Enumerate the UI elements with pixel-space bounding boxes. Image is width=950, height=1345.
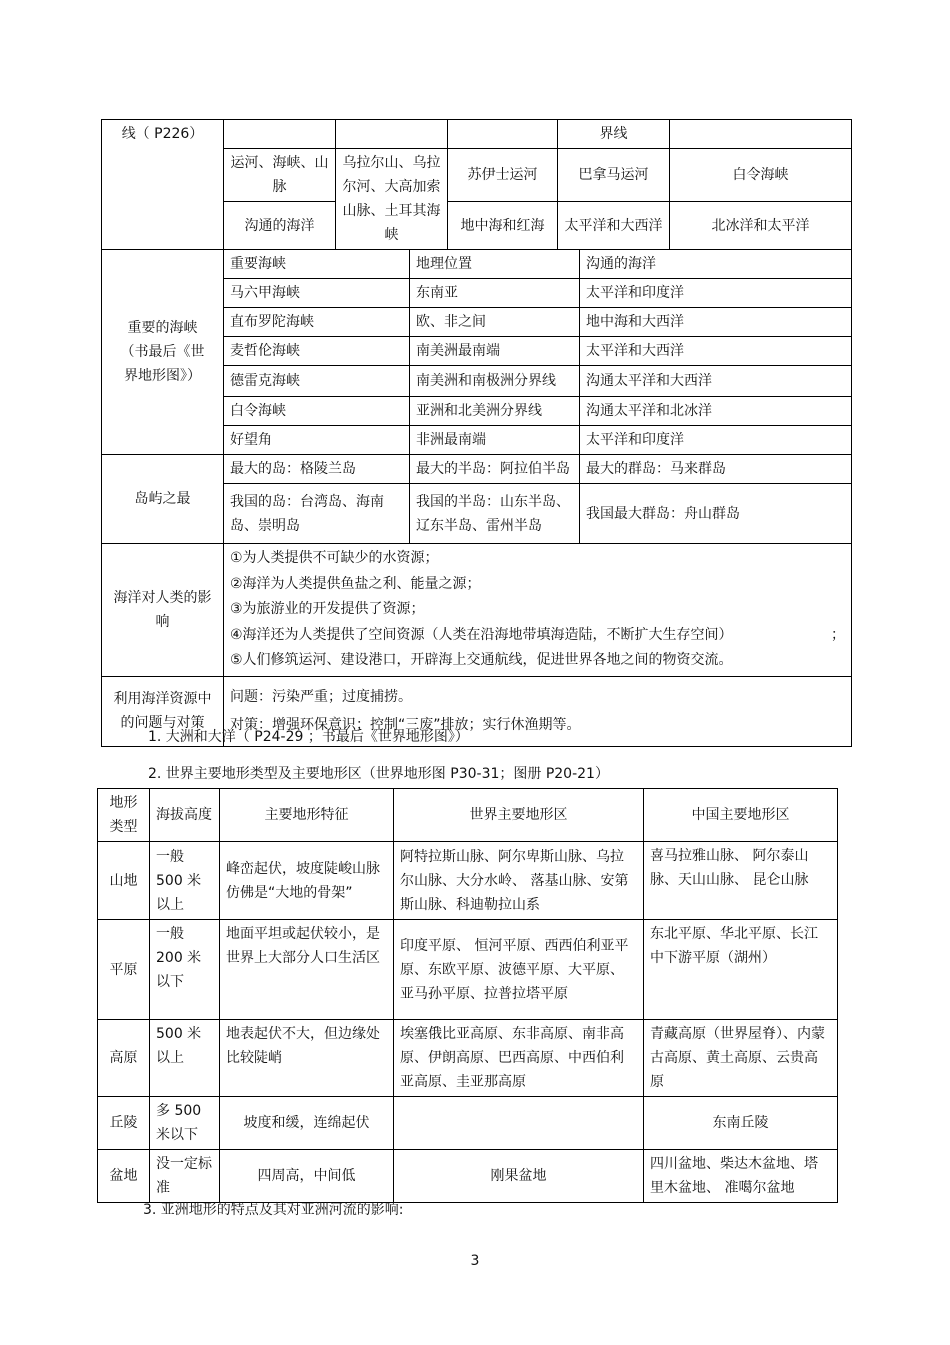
table-cell: 马六甲海峡 — [224, 279, 410, 308]
table-cell: 高原 — [98, 1020, 150, 1097]
table-cell: 阿特拉斯山脉、阿尔卑斯山脉、乌拉尔山脉、大分水岭、 落基山脉、安第斯山脉、科迪勒拉山系 — [394, 842, 644, 920]
impact-item: ③为旅游业的开发提供了资源； — [230, 601, 425, 617]
impact-item-row — [230, 623, 845, 649]
table-cell: 没一定标准 — [150, 1150, 220, 1203]
table-cell: 四川盆地、柴达木盆地、塔里木盆地、 准噶尔盆地 — [644, 1150, 838, 1203]
table-cell: 德雷克海峡 — [224, 366, 410, 397]
row-label-canal: 运河、海峡、山脉 — [224, 149, 336, 202]
table-cell — [336, 120, 448, 149]
problem-text: 问题：污染严重；过度捕捞。 — [230, 689, 412, 705]
table-cell: 地表起伏不大，但边缘处比较陡峭 — [220, 1020, 394, 1097]
table-cell: 一般 200 米以下 — [150, 920, 220, 1020]
table-cell: 太平洋和印度洋 — [580, 279, 852, 308]
table-cell: 山地 — [98, 842, 150, 920]
table-cell: 四周高，中间低 — [220, 1150, 394, 1203]
column-header: 沟通的海洋 — [580, 250, 852, 279]
table-cell: 我国的半岛：山东半岛、辽东半岛、雷州半岛 — [410, 484, 580, 544]
column-header: 主要地形特征 — [220, 789, 394, 842]
straits-title: 重要的海峡（书最后《世界地形图》） — [102, 250, 224, 455]
table-cell: 非洲最南端 — [410, 426, 580, 455]
impact-item: ⑤人们修筑运河、建设港口，开辟海上交通航线，促进世界各地之间的物资交流。 — [230, 652, 733, 668]
measure-text: 对策：增强环保意识；控制“三废”排放；实行休渔期等。 — [230, 717, 581, 733]
table-cell: 青藏高原（世界屋脊）、内蒙古高原、黄土高原、云贵高原 — [644, 1020, 838, 1097]
table-cell: 盆地 — [98, 1150, 150, 1203]
table-cell — [448, 120, 558, 149]
table-cell: 一般 500 米以上 — [150, 842, 220, 920]
table-cell: 地中海和大西洋 — [580, 308, 852, 337]
table-cell — [394, 1097, 644, 1150]
table-cell: 印度平原、 恒河平原、西西伯利亚平原、东欧平原、波德平原、大平原、亚马孙平原、拉普拉塔平原 — [394, 920, 644, 1020]
column-header: 世界主要地形区 — [394, 789, 644, 842]
table-cell: 白令海峡 — [224, 397, 410, 426]
mountain-cell: 乌拉尔山、乌拉尔河、大高加索山脉、土耳其海峡 — [336, 149, 448, 250]
table-cell: 直布罗陀海峡 — [224, 308, 410, 337]
table-cell: 峰峦起伏，坡度陡峻山脉仿佛是“大地的骨架” — [220, 842, 394, 920]
section-line-3: 3. 亚洲地形的特点及其对亚洲河流的影响: — [143, 1202, 404, 1218]
table-cell: 丘陵 — [98, 1097, 150, 1150]
landform-table — [97, 788, 838, 1203]
table-cell: 好望角 — [224, 426, 410, 455]
table-cell: 北冰洋和太平洋 — [670, 202, 852, 250]
table-cell: 欧、非之间 — [410, 308, 580, 337]
ocean-impact-list — [224, 544, 852, 677]
ocean-impact-title: 海洋对人类的影响 — [102, 544, 224, 677]
page-number: 3 — [470, 1253, 480, 1269]
table-cell: 地中海和红海 — [448, 202, 558, 250]
section-line-2: 2. 世界主要地形类型及主要地形区（世界地形图 P30-31；图册 P20-21） — [148, 766, 609, 782]
table-cell: 我国的岛：台湾岛、海南岛、崇明岛 — [224, 484, 410, 544]
table-cell: 地面平坦或起伏较小，是世界上大部分人口生活区 — [220, 920, 394, 1020]
column-header: 地理位置 — [410, 250, 580, 279]
impact-item-suffix: ； — [831, 626, 845, 643]
table-cell: 南美洲最南端 — [410, 337, 580, 366]
table-cell: 沟通太平洋和北冰洋 — [580, 397, 852, 426]
ocean-problem-title: 利用海洋资源中的问题与对策 — [102, 676, 224, 746]
column-header: 中国主要地形区 — [644, 789, 838, 842]
section-line-1: 1. 大洲和大洋（ P24-29 ；书最后《世界地形图》） — [148, 729, 469, 745]
boundary-label: 界线 — [558, 120, 670, 149]
table-cell — [224, 120, 336, 149]
table-cell: 我国最大群岛：舟山群岛 — [580, 484, 852, 544]
table-cell: 埃塞俄比亚高原、东非高原、南非高原、伊朗高原、巴西高原、中西伯利亚高原、圭亚那高原 — [394, 1020, 644, 1097]
table-cell — [670, 120, 852, 149]
table-cell: 最大的岛：格陵兰岛 — [224, 455, 410, 484]
table-cell: 500 米以上 — [150, 1020, 220, 1097]
table-cell: 太平洋和大西洋 — [558, 202, 670, 250]
table-cell: 东南丘陵 — [644, 1097, 838, 1150]
islands-title: 岛屿之最 — [102, 455, 224, 544]
table-cell: 平原 — [98, 920, 150, 1020]
table-cell: 太平洋和印度洋 — [580, 426, 852, 455]
column-header: 地形类型 — [98, 789, 150, 842]
table-cell: 南美洲和南极洲分界线 — [410, 366, 580, 397]
table-cell: 沟通太平洋和大西洋 — [580, 366, 852, 397]
table-cell: 亚洲和北美洲分界线 — [410, 397, 580, 426]
table-cell: 喜马拉雅山脉、 阿尔泰山脉、天山山脉、 昆仑山脉 — [644, 842, 838, 920]
table-cell: 苏伊士运河 — [448, 149, 558, 202]
impact-item: ①为人类提供不可缺少的水资源； — [230, 550, 439, 566]
impact-item: ④海洋还为人类提供了空间资源（人类在沿海地带填海造陆，不断扩大生存空间） — [230, 626, 733, 643]
table-cell: 太平洋和大西洋 — [580, 337, 852, 366]
table-cell: 白令海峡 — [670, 149, 852, 202]
geography-table-1 — [101, 119, 852, 747]
row-label-ocean: 沟通的海洋 — [224, 202, 336, 250]
table-cell: 巴拿马运河 — [558, 149, 670, 202]
table-cell: 最大的半岛：阿拉伯半岛 — [410, 455, 580, 484]
table-cell: 东南亚 — [410, 279, 580, 308]
strait-line-header: 线（ P226） — [102, 120, 224, 250]
column-header: 重要海峡 — [224, 250, 410, 279]
table-cell: 多 500 米以下 — [150, 1097, 220, 1150]
column-header: 海拔高度 — [150, 789, 220, 842]
table-cell: 坡度和缓，连绵起伏 — [220, 1097, 394, 1150]
table-cell: 东北平原、华北平原、长江中下游平原（湖州） — [644, 920, 838, 1020]
table-cell: 最大的群岛：马来群岛 — [580, 455, 852, 484]
table-cell: 麦哲伦海峡 — [224, 337, 410, 366]
table-cell: 刚果盆地 — [394, 1150, 644, 1203]
impact-item: ②海洋为人类提供鱼盐之利、能量之源； — [230, 575, 481, 592]
